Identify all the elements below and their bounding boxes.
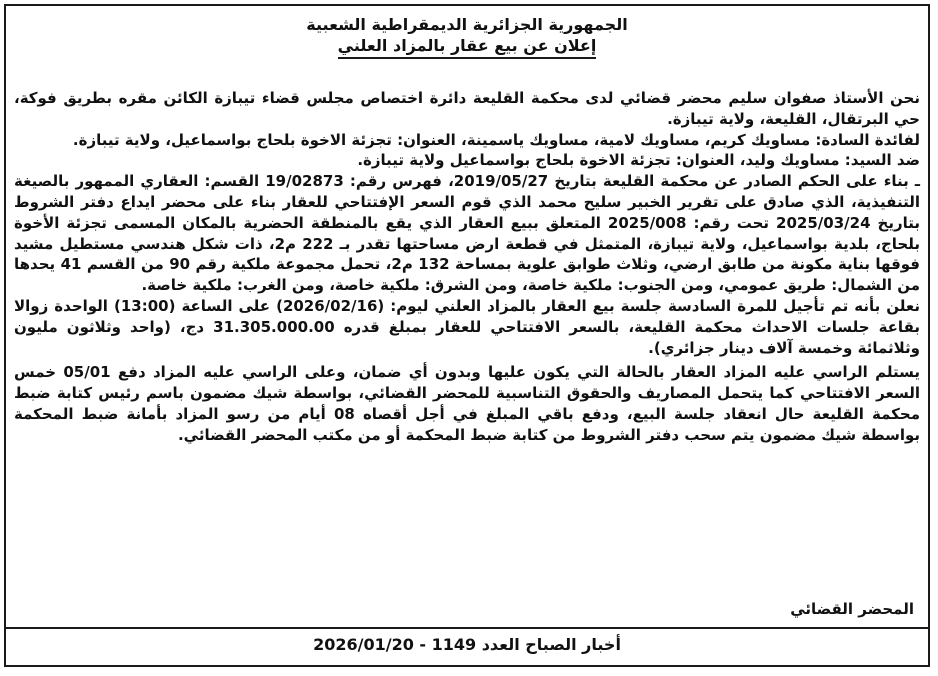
intro-paragraph: نحن الأستاذ صفوان سليم محضر قضائي لدى محكمة القليعة دائرة اختصاص مجلس قضاء تيبازة الكائن مقره بطريق فوكة، حي البرتقال، القليعة، ولاية تيبازة. xyxy=(14,89,920,128)
conditions-paragraph: يستلم الراسي عليه المزاد العقار بالحالة التي يكون عليها وبدون أي ضمان، وعلى الراسي عليه المزاد دفع 05/01 خمس السعر الافتتاحي كما يتحمل المصاريف والحقوق التناسبية للمحضر القضائي، بواسطة شيك مضمون باسم رئيس كتابة ضبط محكمة القليعة حال انعقاد جلسة البيع، ودفع باقي المبلغ في أجل أقصاه 08 أيام من رسو المزاد بأمانة ضبط المحكمة بواسطة شيك مضمون يتم سحب دفتر الشروط من كتابة ضبط المحكمة أو من مكتب المحضر القضائي. xyxy=(14,363,921,444)
publication-footer: أخبار الصباح العدد 1149 - 2026/01/20 xyxy=(313,635,621,654)
bailiff-signature: المحضر القضائي xyxy=(790,600,914,618)
announcement-header xyxy=(6,6,928,59)
announcement-subtitle: إعلان عن بيع عقار بالمزاد العلني xyxy=(338,35,597,59)
announcement-paragraph: نعلن بأنه تم تأجيل للمرة السادسة جلسة بيع العقار بالمزاد العلني ليوم: (2026/02/16) على الساعة (13:00) الواحدة زوالا بقاعة جلسات الاحداث محكمة القليعة، بالسعر الافتتاحي للعقار بمبلغ قدره 31.305.000.00 دج، (واحد وثلاثون مليون وثلاثمائة وخمسة آلاف دينار جزائري). xyxy=(14,296,920,357)
announcement-body xyxy=(14,88,920,446)
footer-divider xyxy=(6,627,928,629)
announcement-frame xyxy=(4,4,930,667)
against-paragraph: ضد السيد: مساويك وليد، العنوان: تجزئة الاخوة بلحاج بواسماعيل ولاية تيبازة. xyxy=(357,151,920,170)
beneficiaries-paragraph: لفائدة السادة: مساويك كريم، مساويك لامية، مساويك ياسمينة، العنوان: تجزئة الاخوة بلحاج بواسماعيل، ولاية تيبازة. xyxy=(72,130,920,149)
republic-title: الجمهورية الجزائرية الديمقراطية الشعبية xyxy=(306,15,628,34)
basis-paragraph: ـ بناء على الحكم الصادر عن محكمة القليعة بتاريخ 2019/05/27، فهرس رقم: 19/02873 القسم: العقاري الممهور بالصيغة التنفيذية، الذي صادق على تقرير الخبير سليح محمد الذي قوم السعر الإفتتاحي للعقار بناء على محضر ايداع دفتر الشروط بتاريخ 2025/03/24 تحت رقم: 2025/008 المتعلق ببيع العقار الذي يقع بالمنطقة الحضرية بالمكان المسمى تجزئة الأخوة بلحاج، بلدية بواسماعيل، ولاية تيبازة، المتمثل في قطعة ارض مساحتها تقدر بـ 222 م2، ذات شكل هندسي مستطيل مشيد فوقها بناية مكونة من طابق ارضي، وثلاث طوابق علوية بمساحة 132 م2، تحمل مجموعة ملكية رقم 90 من القسم 41 يحدها من الشمال: طريق عمومي، ومن الجنوب: ملكية خاصة، ومن الشرق: ملكية خاصة، ومن الغرب: ملكية خاصة. xyxy=(14,172,921,295)
